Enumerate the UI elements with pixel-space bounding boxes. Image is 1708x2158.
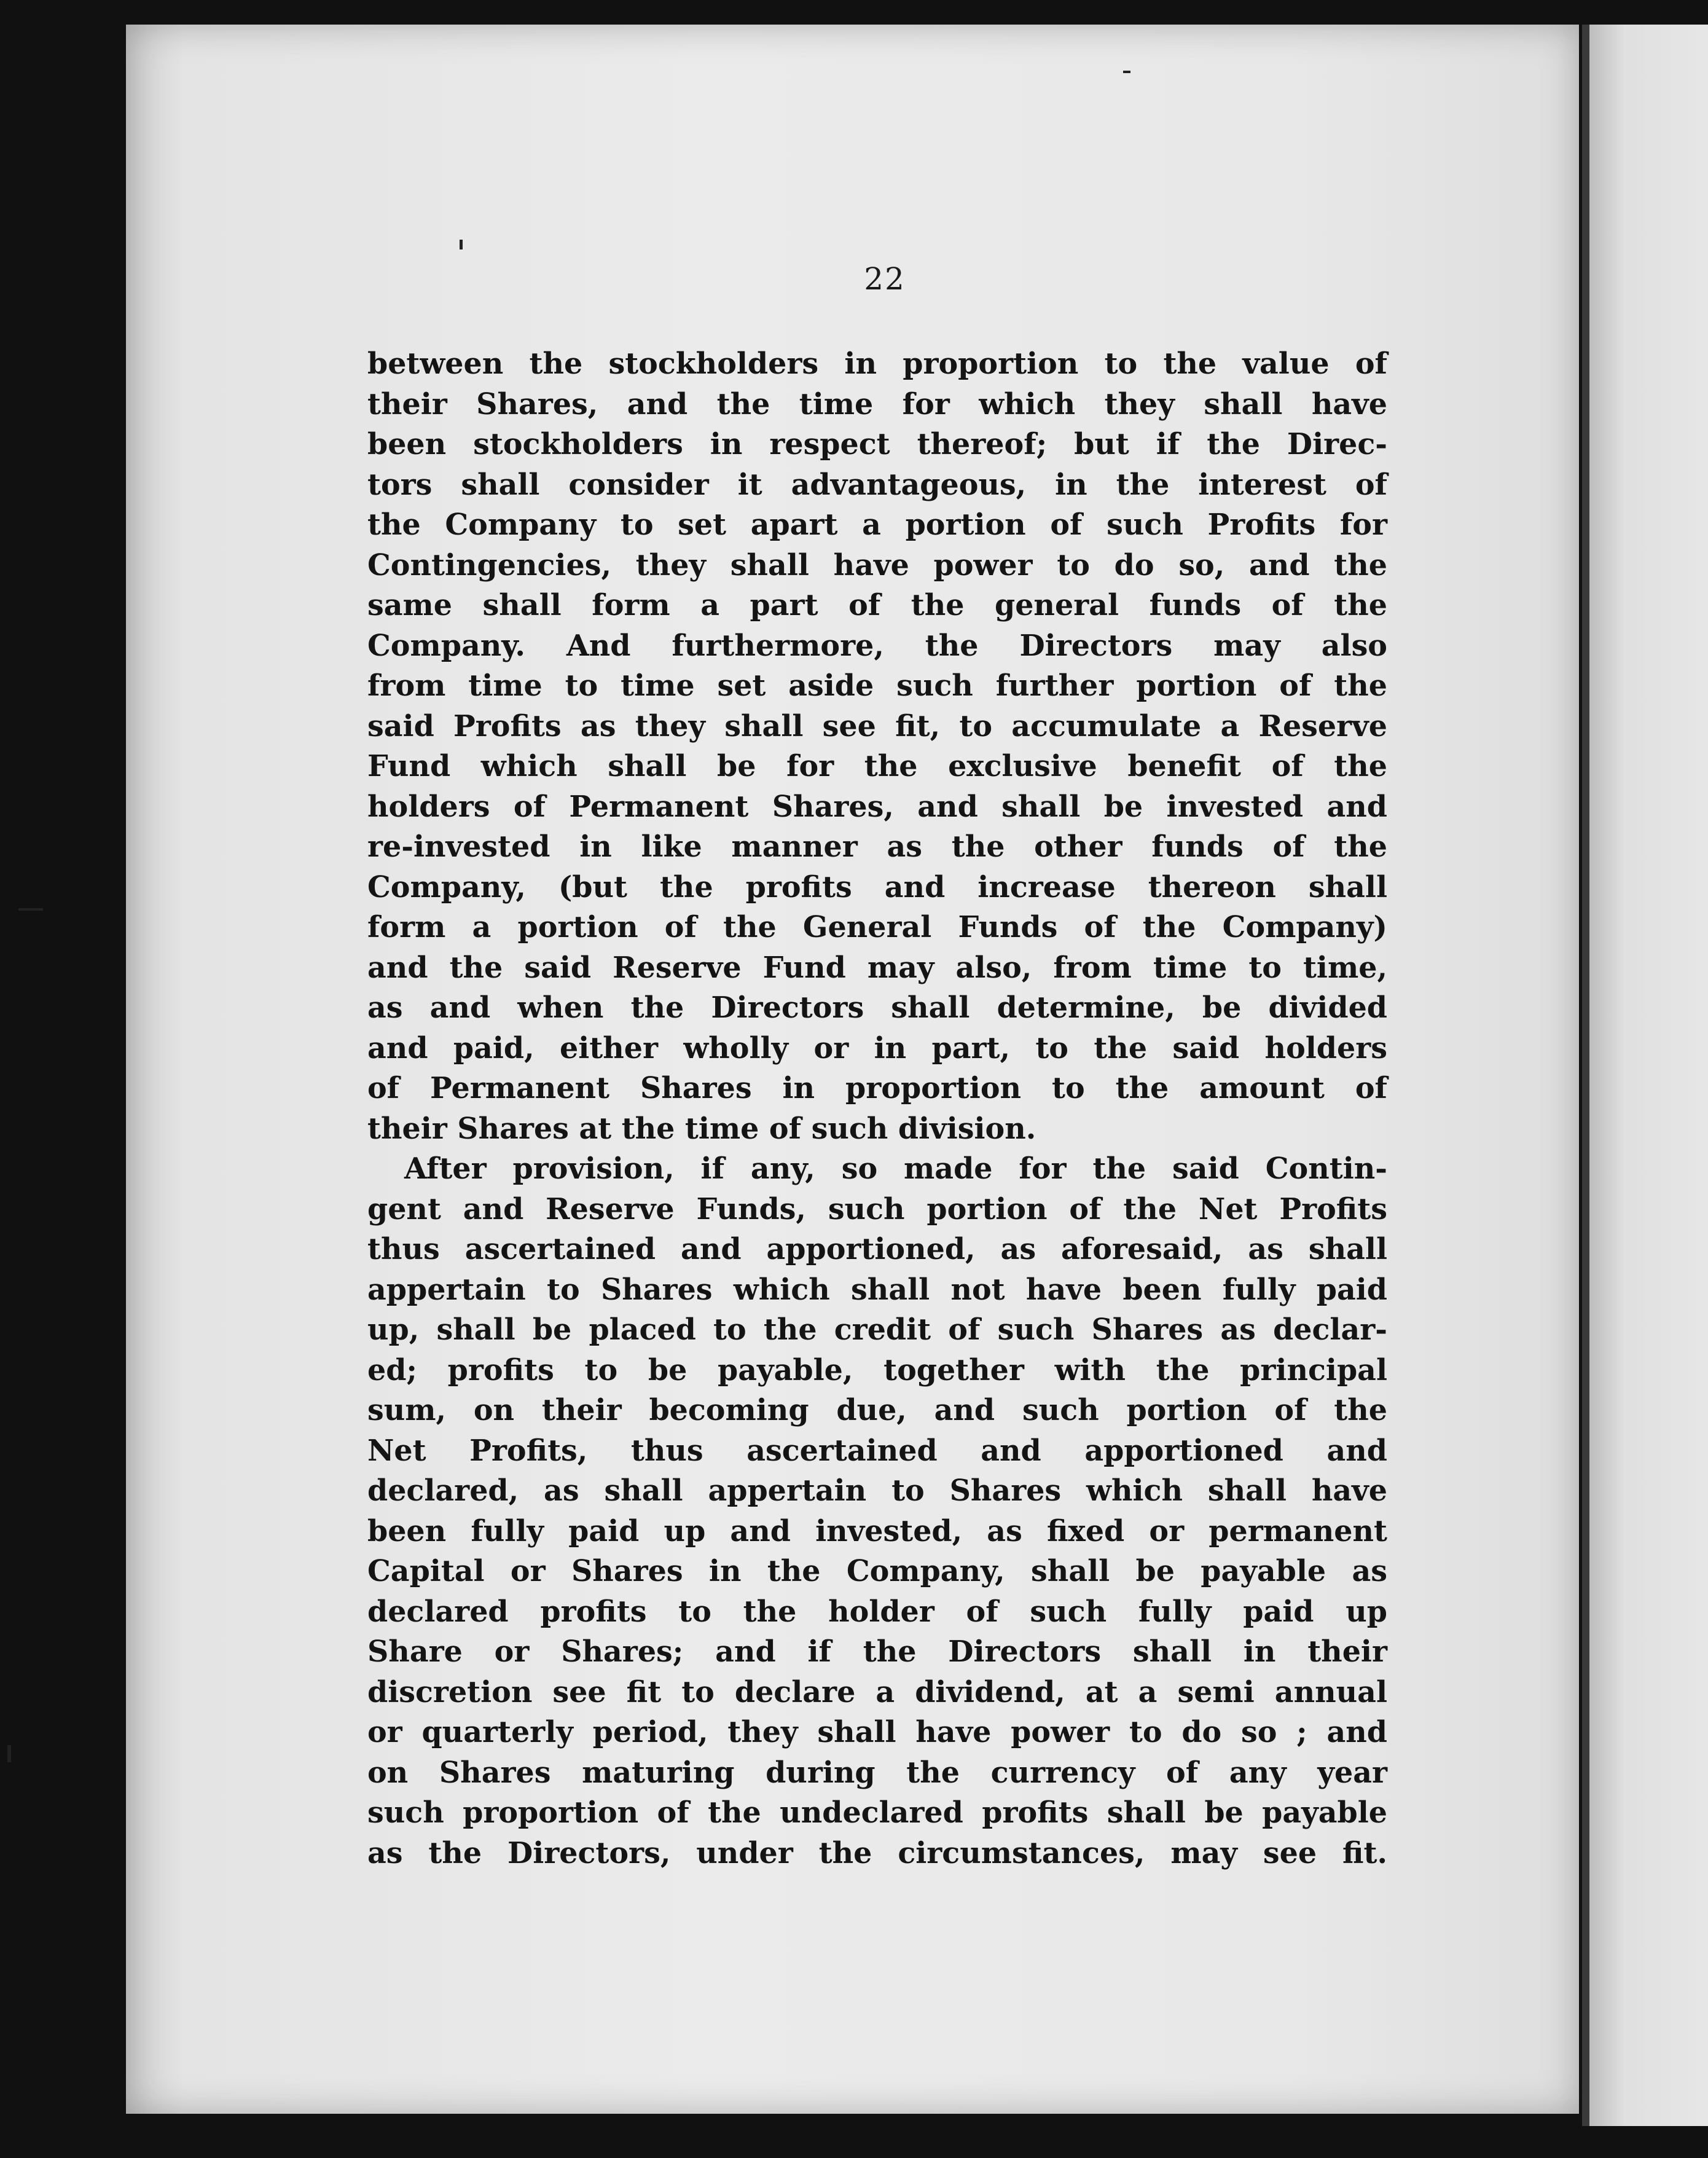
text-line: discretion see fit to declare a dividend, at a semi annual: [367, 1674, 1387, 1709]
text-line: up, shall be placed to the credit of such Shares as declar-: [367, 1312, 1387, 1347]
text-line: re-invested in like manner as the other funds of the: [367, 830, 1387, 864]
margin-mark: [1123, 71, 1130, 73]
text-line: their Shares, and the time for which they shall have: [367, 386, 1387, 422]
text-line: as the Directors, under the circumstances, may see fit.: [367, 1835, 1387, 1870]
page-number: 22: [864, 261, 906, 297]
text-line: Capital or Shares in the Company, shall be payable as: [367, 1554, 1387, 1588]
margin-mark: [18, 908, 43, 911]
text-line: form a portion of the General Funds of the Company): [367, 910, 1387, 944]
margin-mark: [7, 1745, 11, 1762]
text-line: gent and Reserve Funds, such portion of the Net Profits: [367, 1191, 1387, 1226]
text-line: from time to time set aside such further portion of the: [367, 669, 1387, 703]
text-line: been fully paid up and invested, as fixed or permanent: [367, 1513, 1387, 1548]
text-line: such proportion of the undeclared profits shall be payable: [367, 1795, 1387, 1830]
text-line: holders of Permanent Shares, and shall be invested and: [367, 789, 1387, 824]
body-text: [367, 344, 1387, 1874]
text-line: sum, on their becoming due, and such portion of the: [367, 1393, 1387, 1427]
text-line: Company, (but the profits and increase thereon shall: [367, 869, 1387, 904]
text-line: the Company to set apart a portion of such Profits for: [367, 508, 1387, 542]
text-line: as and when the Directors shall determine, be divided: [367, 991, 1387, 1025]
text-line: Company. And furthermore, the Directors may also: [367, 628, 1387, 663]
margin-mark: [460, 240, 463, 249]
page-gutter: [1582, 25, 1589, 2126]
text-line: and paid, either wholly or in part, to the said holders: [367, 1030, 1387, 1065]
text-line: After provision, if any, so made for the said Contin-: [404, 1152, 1387, 1186]
adjacent-page-edge: [1589, 25, 1708, 2126]
text-line: or quarterly period, they shall have power to do so ; and: [367, 1715, 1387, 1749]
text-line: and the said Reserve Fund may also, from time to time,: [367, 950, 1387, 985]
text-line: Net Profits, thus ascertained and apportioned and: [367, 1433, 1387, 1468]
text-line: their Shares at the time of such division.: [367, 1111, 1036, 1146]
text-line: between the stockholders in proportion to the value of: [367, 347, 1387, 381]
text-line: same shall form a part of the general funds of the: [367, 588, 1387, 622]
text-line: declared profits to the holder of such fully paid up: [367, 1594, 1387, 1629]
text-line: on Shares maturing during the currency of any year: [367, 1755, 1387, 1790]
text-line: Share or Shares; and if the Directors shall in their: [367, 1634, 1387, 1669]
text-line: of Permanent Shares in proportion to the amount of: [367, 1071, 1387, 1105]
text-line: appertain to Shares which shall not have been fully paid: [367, 1272, 1387, 1307]
text-line: ed; profits to be payable, together with the principal: [367, 1352, 1387, 1387]
text-line: Contingencies, they shall have power to do so, and the: [367, 547, 1387, 583]
text-line: been stockholders in respect thereof; but if the Direc-: [367, 427, 1387, 461]
text-line: tors shall consider it advantageous, in the interest of: [367, 467, 1387, 502]
text-line: Fund which shall be for the exclusive benefit of the: [367, 749, 1387, 783]
text-line: said Profits as they shall see fit, to accumulate a Reserve: [367, 708, 1387, 744]
text-line: declared, as shall appertain to Shares which shall have: [367, 1473, 1387, 1508]
text-line: thus ascertained and apportioned, as aforesaid, as shall: [367, 1232, 1387, 1266]
